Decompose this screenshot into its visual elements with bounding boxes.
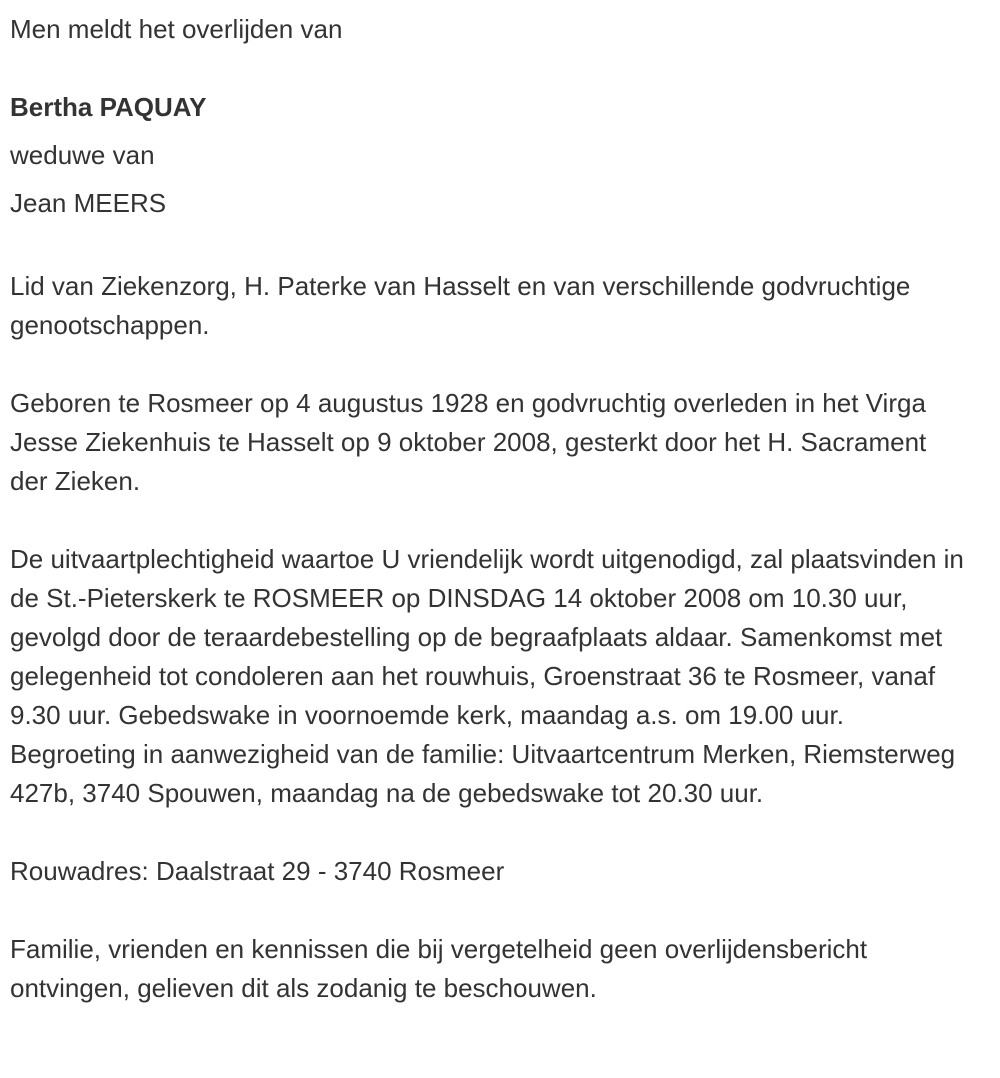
deceased-name: Bertha PAQUAY [10,92,207,122]
funeral-details-paragraph: De uitvaartplechtigheid waartoe U vriendelijk wordt uitgenodigd, zal plaatsvinden in de St.-Pieterskerk te ROSMEER op DINSDAG 14 oktober 2008 om 10.30 uur, gevolgd door de teraardebestelling op de begraafplaats aldaar. Samenkomst met gelegenheid tot condoleren aan het rouwhuis, Groenstraat 36 te Rosmeer, vanaf 9.30 uur. Gebedswake in voornoemde kerk, maandag a.s. om 19.00 uur. Begroeting in aanwezigheid van de familie: Uitvaartcentrum Merken, Riemsterweg 427b, 3740 Spouwen, maandag na de gebedswake tot 20.30 uur. [10,544,964,808]
mourning-address: Rouwadres: Daalstraat 29 - 3740 Rosmeer [10,856,505,886]
closing-note: Familie, vrienden en kennissen die bij vergetelheid geen overlijdensbericht ontvingen, gelieven dit als zodanig te beschouwen. [10,934,868,1003]
life-summary-paragraph: Geboren te Rosmeer op 4 augustus 1928 en godvruchtig overleden in het Virga Jesse Ziekenhuis te Hasselt op 9 oktober 2008, gesterkt door het H. Sacrament der Zieken. [10,388,927,496]
memberships-paragraph: Lid van Ziekenzorg, H. Paterke van Hasselt en van verschillende godvruchtige genootschappen. [10,271,911,340]
deceased-name-block [10,88,970,223]
spouse-name: Jean MEERS [10,188,167,218]
relation-label: weduwe van [10,140,155,170]
announcement-intro: Men meldt het overlijden van [10,14,343,44]
